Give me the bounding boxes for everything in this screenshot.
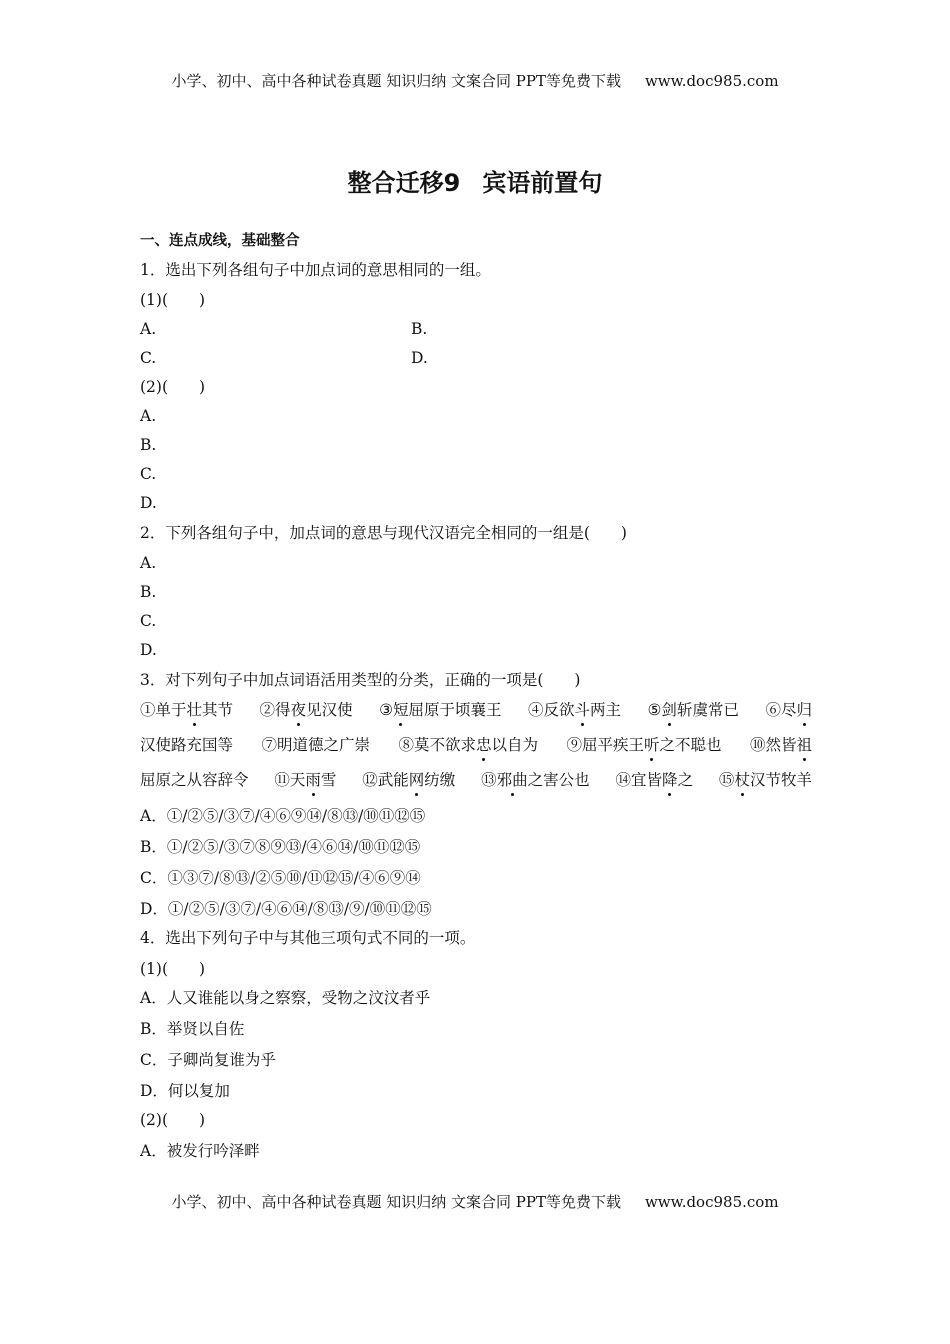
sentence-10: ⑩然皆祖 bbox=[749, 736, 812, 754]
q4-part1: (1)( ) bbox=[140, 960, 206, 978]
title-main: 整合迁移9 bbox=[347, 169, 461, 197]
sentence-1: ①单于壮其节 bbox=[140, 701, 234, 719]
q3-sentences-line1 bbox=[140, 699, 812, 721]
q3-option-d: D．①/②⑤/③⑦/④⑥⑭/⑧⑬/⑨/⑩⑪⑫⑮ bbox=[140, 900, 432, 918]
dotted-word: 剑 bbox=[661, 701, 677, 719]
q1-part1: (1)( ) bbox=[140, 291, 206, 309]
sentence-6: ⑥尽归 bbox=[765, 701, 812, 719]
q1-p1-option-b: B. bbox=[411, 320, 428, 338]
q1-p2-option-a: A. bbox=[140, 407, 157, 425]
sentence-11: ⑪天雨雪 bbox=[274, 771, 337, 789]
q1-p2-option-b: B. bbox=[140, 436, 157, 454]
sentence-9: ⑨屈平疾王听之不聪也 bbox=[566, 736, 722, 754]
dotted-word: 壮 bbox=[186, 701, 203, 719]
q2-option-b: B. bbox=[140, 583, 157, 601]
sentence-13: ⑬邪曲之害公也 bbox=[481, 771, 590, 789]
dotted-word: 忠 bbox=[475, 736, 492, 754]
q1-p2-option-d: D. bbox=[140, 494, 157, 512]
header-text: 小学、初中、高中各种试卷真题 知识归纳 文案合同 PPT等免费下载 bbox=[171, 72, 621, 90]
page-header bbox=[0, 70, 950, 91]
dotted-word: 杖 bbox=[734, 771, 750, 789]
q2-stem: 2．下列各组句子中，加点词的意思与现代汉语完全相同的一组是( ) bbox=[140, 524, 627, 542]
q4-option-c: C．子卿尚复谁为乎 bbox=[140, 1051, 276, 1069]
footer-text: 小学、初中、高中各种试卷真题 知识归纳 文案合同 PPT等免费下载 bbox=[171, 1193, 621, 1211]
q3-option-a: A．①/②⑤/③⑦/④⑥⑨⑭/⑧⑬/⑩⑪⑫⑮ bbox=[140, 807, 426, 825]
q1-p1-option-c: C. bbox=[140, 349, 157, 367]
q4-stem: 4．选出下列句子中与其他三项句式不同的一项。 bbox=[140, 929, 476, 947]
sentence-14: ⑭宜皆降之 bbox=[615, 771, 694, 789]
page-title bbox=[0, 163, 950, 198]
dotted-word: 斗 bbox=[574, 701, 591, 719]
sentence-10-cont: 屈原之从容辞令 bbox=[140, 771, 249, 789]
dotted-word: 短 bbox=[392, 701, 409, 719]
q4-option-b: B．举贤以自佐 bbox=[140, 1020, 245, 1038]
dotted-word: 归 bbox=[796, 701, 812, 719]
q2-option-a: A. bbox=[140, 554, 157, 572]
sentence-6-cont: 汉使路充国等 bbox=[140, 736, 234, 754]
title-sub: 宾语前置句 bbox=[482, 169, 603, 197]
sentence-12: ⑫武能网纺缴 bbox=[362, 771, 456, 789]
sentence-5: ⑤剑斩虞常已 bbox=[647, 701, 739, 719]
q4-part2: (2)( ) bbox=[140, 1111, 206, 1129]
dotted-word: 听 bbox=[643, 736, 660, 754]
q4-p2-option-a: A．被发行吟泽畔 bbox=[140, 1142, 260, 1160]
sentence-8: ⑧莫不欲求忠以自为 bbox=[398, 736, 538, 754]
q3-option-c: C．①③⑦/⑧⑬/②⑤⑩/⑪⑫⑮/④⑥⑨⑭ bbox=[140, 869, 421, 887]
q3-option-b: B．①/②⑤/③⑦⑧⑨⑬/④⑥⑭/⑩⑪⑫⑮ bbox=[140, 838, 421, 856]
q3-sentences-line3 bbox=[140, 769, 812, 791]
dotted-word: 网 bbox=[408, 771, 425, 789]
q1-p1-option-d: D. bbox=[411, 349, 428, 367]
q1-stem: 1．选出下列各组句子中加点词的意思相同的一组。 bbox=[140, 261, 491, 279]
q1-part2: (2)( ) bbox=[140, 378, 206, 396]
section-heading: 一、连点成线，基础整合 bbox=[140, 233, 300, 249]
dotted-word: 降 bbox=[662, 771, 678, 789]
q1-p2-option-c: C. bbox=[140, 465, 157, 483]
q2-option-d: D. bbox=[140, 641, 157, 659]
sentence-2: ②得夜见汉使 bbox=[259, 701, 353, 719]
q4-option-d: D．何以复加 bbox=[140, 1082, 230, 1100]
sentence-4: ④反欲斗两主 bbox=[527, 701, 622, 719]
q4-option-a: A．人又谁能以身之察察，受物之汶汶者乎 bbox=[140, 989, 431, 1007]
dotted-word: 雨 bbox=[305, 771, 321, 789]
q3-sentences-line2 bbox=[140, 734, 812, 756]
footer-url[interactable]: www.doc985.com bbox=[644, 1193, 779, 1211]
q2-option-c: C. bbox=[140, 612, 157, 630]
q3-stem: 3．对下列句子中加点词语活用类型的分类，正确的一项是( ) bbox=[140, 671, 581, 689]
dotted-word: 邪曲 bbox=[496, 771, 528, 789]
sentence-7: ⑦明道德之广崇 bbox=[261, 736, 370, 754]
q1-p1-option-a: A. bbox=[140, 320, 157, 338]
header-url[interactable]: www.doc985.com bbox=[644, 72, 779, 90]
dotted-word: 夜 bbox=[290, 701, 307, 719]
sentence-3: ③短屈原于顷襄王 bbox=[379, 701, 502, 719]
dotted-word: 祖 bbox=[796, 736, 812, 754]
page-footer bbox=[0, 1191, 950, 1212]
sentence-15: ⑮杖汉节牧羊 bbox=[718, 771, 812, 789]
